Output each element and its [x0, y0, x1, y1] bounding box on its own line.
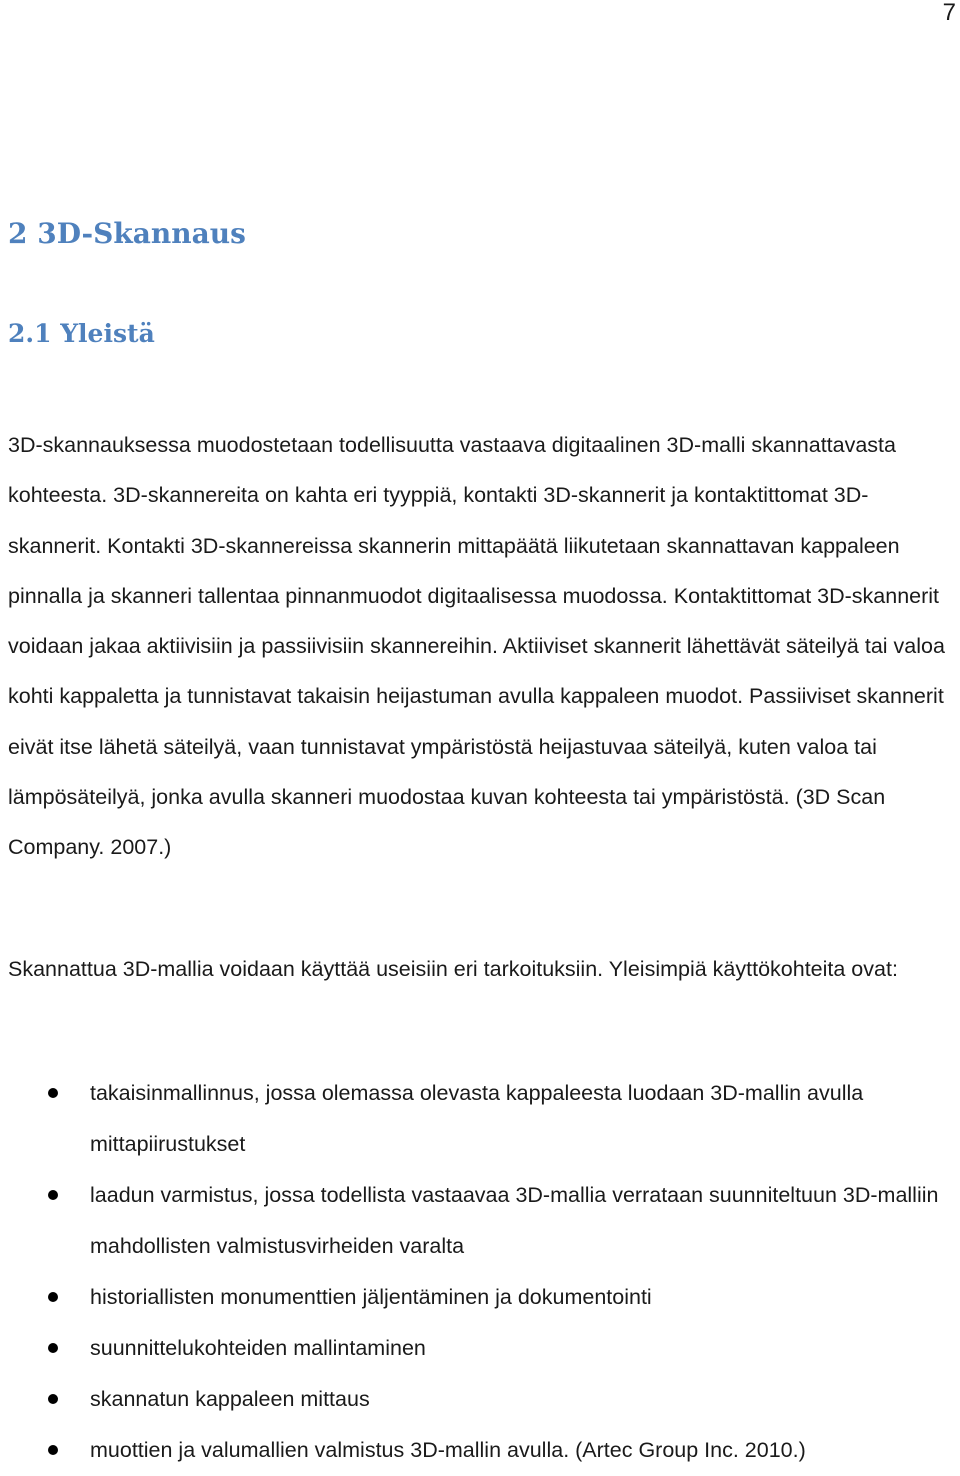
list-item-text: takaisinmallinnus, jossa olemassa olevasta kappaleesta luodaan 3D-mallin avulla mittapiirustukset: [90, 1081, 864, 1156]
list-item-text: suunnittelukohteiden mallintaminen: [90, 1336, 426, 1360]
subsection-heading: 2.1 Yleistä: [8, 319, 155, 348]
body-paragraph: Skannattua 3D-mallia voidaan käyttää useisiin eri tarkoituksiin. Yleisimpiä käyttökohteita ovat:: [8, 957, 898, 981]
bullet-icon: [48, 1292, 58, 1302]
list-item-text: muottien ja valumallien valmistus 3D-mallin avulla. (Artec Group Inc. 2010.): [90, 1438, 806, 1462]
list-item: [0, 1068, 940, 1170]
list-item: [0, 1170, 940, 1272]
page-number: 7: [942, 0, 956, 26]
list-item-text: historiallisten monumenttien jäljentäminen ja dokumentointi: [90, 1285, 652, 1309]
list-item-text: laadun varmistus, jossa todellista vastaavaa 3D-mallia verrataan suunniteltuun 3D-malliin mahdollisten valmistusvirheiden varalta: [90, 1183, 939, 1258]
list-item: [0, 1425, 940, 1476]
section-heading: 2 3D-Skannaus: [8, 217, 246, 250]
list-item: [0, 1272, 940, 1323]
bullet-icon: [48, 1394, 58, 1404]
bullet-list: [0, 1068, 960, 1476]
list-item-text: skannatun kappaleen mittaus: [90, 1387, 370, 1411]
body-paragraph: 3D-skannauksessa muodostetaan todellisuutta vastaava digitaalinen 3D-malli skannattavasta kohteesta. 3D-skannereita on kahta eri tyyppiä, kontakti 3D-skannerit ja kontaktittomat 3D-skannerit. Kontakti 3D-skannereissa skannerin mittapäätä liikutetaan skannattavan kappaleen pinnalla ja skanneri tallentaa pinnanmuodot digitaalisessa muodossa. Kontaktittomat 3D-skannerit voidaan jakaa aktiivisiin ja passiivisiin skannereihin. Aktiiviset skannerit lähettävät säteilyä tai valoa kohti kappaletta ja tunnistavat takaisin heijastuman avulla kappaleen muodot. Passiiviset skannerit eivät itse lähetä säteilyä, vaan tunnistavat ympäristöstä heijastuvaa säteilyä, kuten valoa tai lämpösäteilyä, jonka avulla skanneri muodostaa kuvan kohteesta tai ympäristöstä. (3D Scan Company. 2007.): [8, 433, 945, 860]
list-item: [0, 1323, 940, 1374]
bullet-icon: [48, 1445, 58, 1455]
bullet-icon: [48, 1190, 58, 1200]
bullet-icon: [48, 1343, 58, 1353]
bullet-icon: [48, 1088, 58, 1098]
list-item: [0, 1374, 940, 1425]
